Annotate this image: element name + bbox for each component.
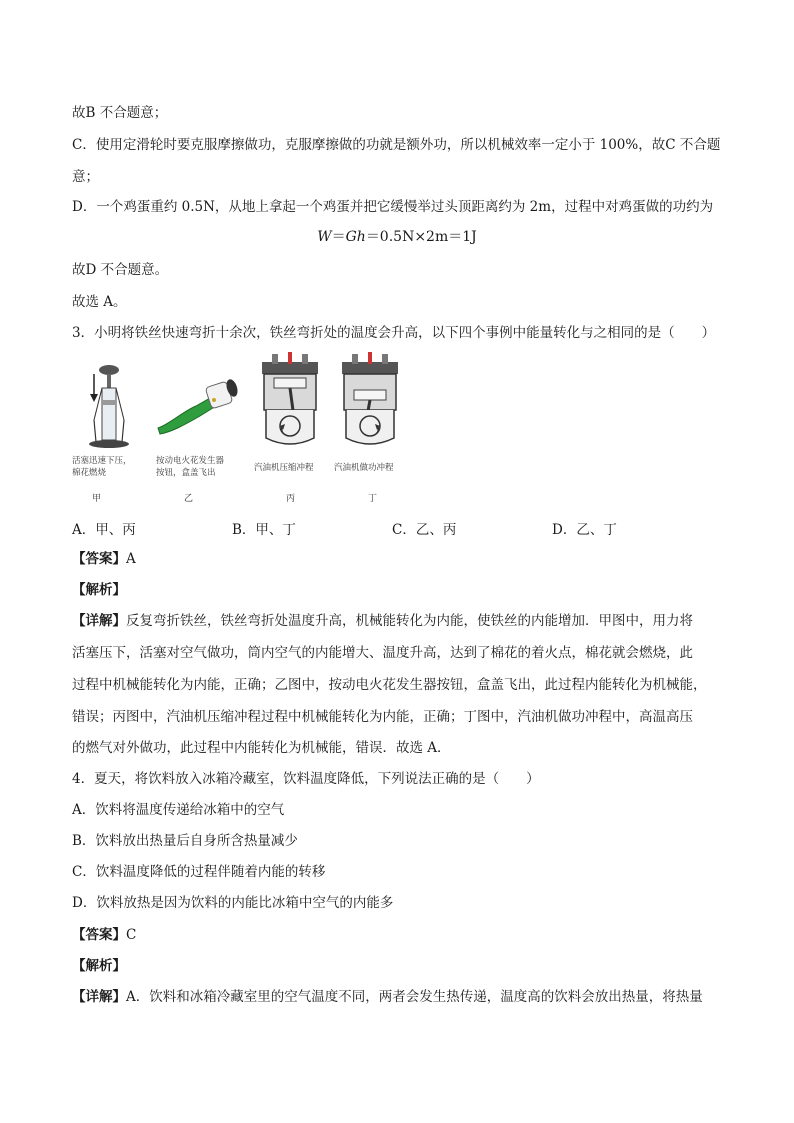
spark-generator-icon — [152, 360, 242, 440]
label-yi: 乙 — [184, 494, 194, 504]
caption-jia-line2: 棉花燃烧 — [72, 468, 107, 478]
detail-line-q3 — [72, 611, 732, 631]
formula-eq: ＝ — [331, 229, 346, 245]
label-bing: 丙 — [286, 494, 296, 504]
text-line: 故D 不合题意。 — [72, 262, 169, 278]
answer-line-q4 — [72, 925, 732, 945]
detail-line-q3: 的燃气对外做功，此过程中内能转化为机械能，错误．故选 A． — [72, 740, 451, 756]
q4-option-b: B．饮料放出热量后自身所含热量减少 — [72, 833, 298, 849]
question-4-stem: 4．夏天，将饮料放入冰箱冷藏室，饮料温度降低，下列说法正确的是（ ） — [72, 771, 540, 787]
figure-yi-spark-generator — [152, 360, 242, 470]
label-ding: 丁 — [368, 494, 378, 504]
q4-option-a: A．饮料将温度传递给冰箱中的空气 — [72, 802, 285, 818]
answer-tag: 【答案】 — [72, 927, 126, 943]
caption-bing: 汽油机压缩冲程 — [254, 463, 314, 473]
formula-rest: ＝0.5N×2m＝1J — [365, 229, 477, 245]
detail-tag: 【详解】 — [72, 613, 126, 629]
answer-line-q3 — [72, 549, 732, 569]
label-jia: 甲 — [92, 494, 102, 504]
answer-tag: 【答案】 — [72, 551, 126, 567]
detail-tag: 【详解】 — [72, 989, 126, 1005]
formula-w: W — [317, 229, 332, 245]
text-line: 故选 A。 — [72, 294, 127, 310]
analysis-tag-q4 — [72, 956, 732, 976]
formula-gh: Gh — [345, 229, 366, 245]
option-d: D．乙、丁 — [552, 522, 617, 538]
text-line: 故B 不合题意； — [72, 105, 168, 121]
option-a: A．甲、丙 — [72, 522, 136, 538]
figure-jia-fire-syringe — [84, 360, 134, 470]
fire-syringe-icon — [84, 360, 134, 455]
q4-option-c: C．饮料温度降低的过程伴随着内能的转移 — [72, 864, 326, 880]
analysis-tag: 【解析】 — [72, 582, 126, 598]
text-line: D．一个鸡蛋重约 0.5N，从地上拿起一个鸡蛋并把它缓慢举过头顶距离约为 2m，过程中对鸡蛋做的功约为 — [72, 199, 714, 215]
caption-ding: 汽油机做功冲程 — [334, 463, 394, 473]
text-line: C．使用定滑轮时要克服摩擦做功，克服摩擦做的功就是额外功，所以机械效率一定小于 100%，故C 不合题 — [72, 137, 721, 153]
detail-text: 反复弯折铁丝，铁丝弯折处温度升高，机械能转化为内能，使铁丝的内能增加．甲图中，用力将 — [126, 613, 693, 629]
caption-jia-line1: 活塞迅速下压， — [72, 456, 132, 466]
analysis-tag: 【解析】 — [72, 958, 126, 974]
figure-ding-power-stroke — [338, 352, 402, 462]
q4-option-d: D．饮料放热是因为饮料的内能比冰箱中空气的内能多 — [72, 895, 394, 911]
analysis-tag-q3 — [72, 580, 732, 600]
detail-line-q3: 活塞压下，活塞对空气做功，筒内空气的内能增大、温度升高，达到了棉花的着火点，棉花就会燃烧，此 — [72, 645, 693, 661]
caption-yi-line2: 按钮，盒盖飞出 — [156, 468, 216, 478]
caption-yi-line1: 按动电火花发生器 — [156, 456, 225, 466]
question-3-options — [72, 518, 732, 540]
detail-line-q4 — [72, 987, 732, 1007]
option-b: B．甲、丁 — [232, 522, 296, 538]
question-3-stem: 3．小明将铁丝快速弯折十余次，铁丝弯折处的温度会升高，以下四个事例中能量转化与之相同的是（ ） — [72, 325, 716, 341]
engine-compression-icon — [258, 352, 322, 450]
detail-text: A．饮料和冰箱冷藏室里的空气温度不同，两者会发生热传递，温度高的饮料会放出热量，将热量 — [126, 989, 703, 1005]
text-line: 意； — [72, 169, 99, 185]
figure-bing-compression-stroke — [258, 352, 322, 462]
work-formula — [0, 226, 794, 246]
engine-power-icon — [338, 352, 402, 450]
detail-line-q3: 错误；丙图中，汽油机压缩冲程过程中机械能转化为内能，正确；丁图中，汽油机做功冲程中，高温高压 — [72, 709, 693, 725]
detail-line-q3: 过程中机械能转化为内能，正确；乙图中，按动电火花发生器按钮，盒盖飞出，此过程内能转化为机械能， — [72, 677, 707, 693]
answer-value: C — [126, 927, 137, 943]
answer-value: A — [126, 551, 136, 567]
option-c: C．乙、丙 — [392, 522, 457, 538]
